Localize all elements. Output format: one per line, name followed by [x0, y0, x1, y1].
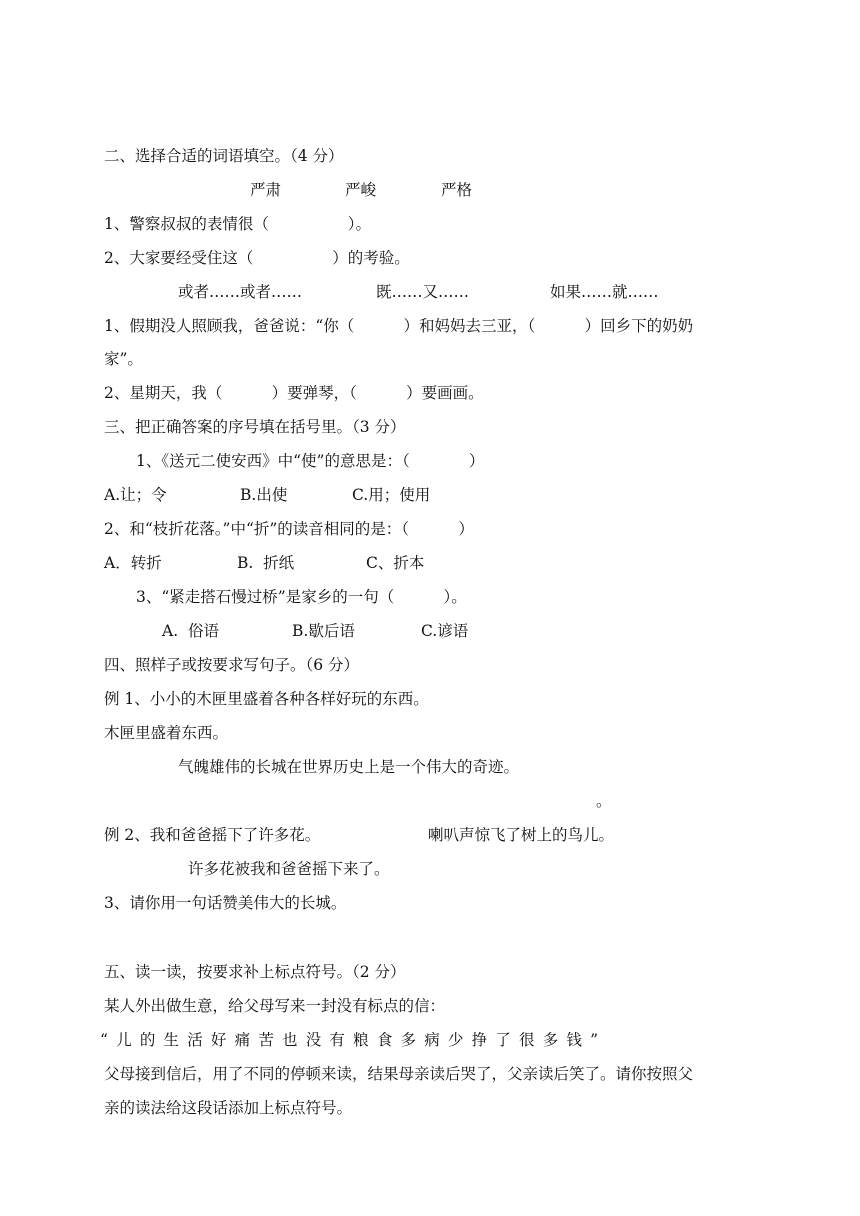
option: B.出使 — [240, 486, 288, 504]
question-text: 1、警察叔叔的表情很（ ）。 — [104, 215, 371, 233]
body-text: 父母接到信后，用了不同的停顿来读，结果母亲读后哭了，父亲读后笑了。请你按照父 — [104, 1065, 694, 1083]
question-text: 1、假期没人照顾我，爸爸说：“你（ ）和妈妈去三亚，（ ）回乡下的奶奶 — [104, 317, 694, 335]
word-option: 如果……就…… — [550, 283, 659, 301]
example-text: 例 2、我和爸爸摇下了许多花。 — [104, 826, 321, 844]
question-text: 3、请你用一句话赞美伟大的长城。 — [104, 894, 347, 912]
question-text: 2、星期天，我（ ）要弹琴，（ ）要画画。 — [104, 384, 484, 402]
example-text: 例 1、小小的木匣里盛着各种各样好玩的东西。 — [104, 690, 429, 708]
task-text: 气魄雄伟的长城在世界历史上是一个伟大的奇迹。 — [178, 758, 520, 776]
blank-end-mark: 。 — [596, 792, 612, 810]
option: B.歇后语 — [292, 622, 355, 640]
option: C、折本 — [366, 554, 425, 572]
intro-text: 某人外出做生意，给父母写来一封没有标点的信： — [104, 997, 446, 1015]
option: A. 俗语 — [162, 622, 219, 640]
word-option: 或者……或者…… — [178, 283, 303, 301]
option: B. 折纸 — [237, 554, 295, 572]
task-text: 喇叭声惊飞了树上的鸟儿。 — [428, 826, 615, 844]
option: C.用；使用 — [352, 486, 431, 504]
question-text: 2、大家要经受住这（ ）的考验。 — [104, 249, 410, 267]
section5-heading: 五、读一读，按要求补上标点符号。（2 分） — [104, 963, 406, 981]
example-answer: 木匣里盛着东西。 — [104, 724, 229, 742]
question-text: 3、“紧走搭石慢过桥”是家乡的一句（ ）。 — [136, 588, 467, 606]
section4-heading: 四、照样子或按要求写句子。（6 分） — [104, 656, 360, 674]
body-text: 亲的读法给这段话添加上标点符号。 — [104, 1099, 353, 1117]
word-option: 既……又…… — [376, 283, 470, 301]
question-text: 2、和“枝折花落。”中“折”的读音相同的是：（ ） — [104, 520, 474, 538]
example-answer: 许多花被我和爸爸摇下来了。 — [188, 860, 390, 878]
section3-heading: 三、把正确答案的序号填在括号里。（3 分） — [104, 418, 406, 436]
word-option: 严格 — [441, 181, 473, 199]
option: A.让；令 — [104, 486, 167, 504]
option: C.谚语 — [421, 622, 469, 640]
word-option: 严肃 — [250, 181, 282, 199]
letter-text: “儿的生活好痛苦也没有粮食多病少挣了很多钱” — [100, 1031, 607, 1049]
word-option: 严峻 — [345, 181, 377, 199]
question-text: 1、《送元二使安西》中“使”的意思是：（ ） — [136, 452, 485, 470]
section2-heading: 二、选择合适的词语填空。（4 分） — [104, 147, 344, 165]
question-text: 家”。 — [104, 350, 143, 368]
option: A．转折 — [104, 554, 162, 572]
